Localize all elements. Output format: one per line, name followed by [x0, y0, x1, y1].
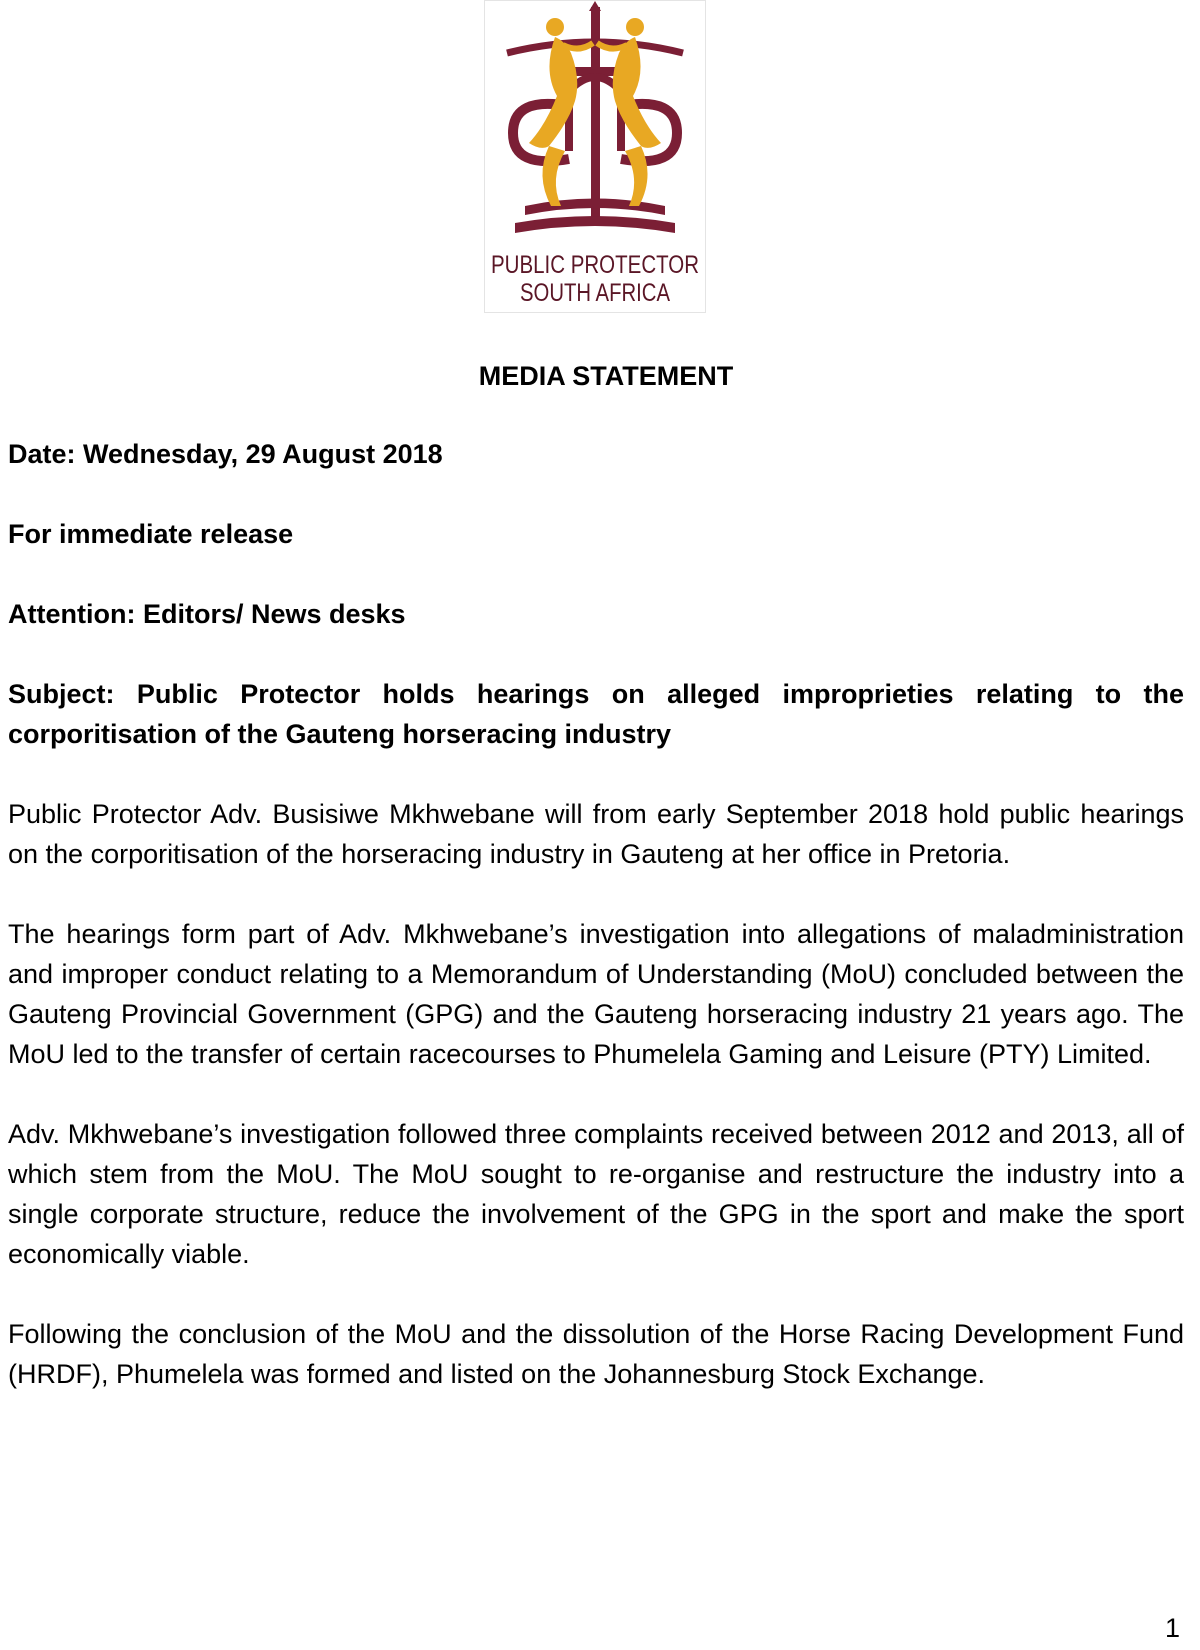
emblem-base-lower: [515, 216, 675, 233]
emblem-right-figure-head: [626, 18, 644, 36]
emblem-pillar-tip: [589, 1, 601, 11]
subject-line: Subject: Public Protector holds hearings on alleged improprieties relating to the corporitisation of the Gauteng horseracing industry: [8, 679, 1184, 749]
public-protector-logo: [484, 0, 706, 313]
emblem-right-figure-leg: [625, 146, 648, 206]
date-line: Date: Wednesday, 29 August 2018: [8, 439, 443, 469]
paragraph-3: Adv. Mkhwebane’s investigation followed three complaints received between 2012 and 2013, all of which stem from the MoU. The MoU sought to re-organise and restructure the industry into a single corporate structure, reduce the involvement of the GPG in the sport and make the sport economically viable.: [8, 1119, 1184, 1269]
paragraph-2: The hearings form part of Adv. Mkhwebane’s investigation into allegations of maladministration and improper conduct relating to a Memorandum of Understanding (MoU) concluded between the Gauteng Provincial Government (GPG) and the Gauteng horseracing industry 21 years ago. The MoU led to the transfer of certain racecourses to Phumelela Gaming and Leisure (PTY) Limited.: [8, 919, 1184, 1069]
emblem-left-figure-leg: [542, 146, 565, 206]
page-number: 1: [1164, 1613, 1180, 1643]
statement-body: [8, 434, 1184, 1434]
logo-line-1: PUBLIC PROTECTOR: [491, 251, 699, 279]
logo-line-2: SOUTH AFRICA: [520, 279, 671, 307]
attention-line: Attention: Editors/ News desks: [8, 599, 406, 629]
paragraph-1: Public Protector Adv. Busisiwe Mkhwebane will from early September 2018 hold public hearings on the corporitisation of the horseracing industry in Gauteng at her office in Pretoria.: [8, 799, 1184, 869]
document-heading: [0, 356, 1200, 396]
release-line: For immediate release: [8, 519, 294, 549]
media-statement-title: MEDIA STATEMENT: [478, 361, 734, 391]
paragraph-4: Following the conclusion of the MoU and the dissolution of the Horse Racing Development Fund (HRDF), Phumelela was formed and listed on the Johannesburg Stock Exchange.: [8, 1319, 1184, 1389]
emblem-left-figure-head: [546, 18, 564, 36]
scales-of-justice-emblem-icon: [485, 1, 705, 312]
